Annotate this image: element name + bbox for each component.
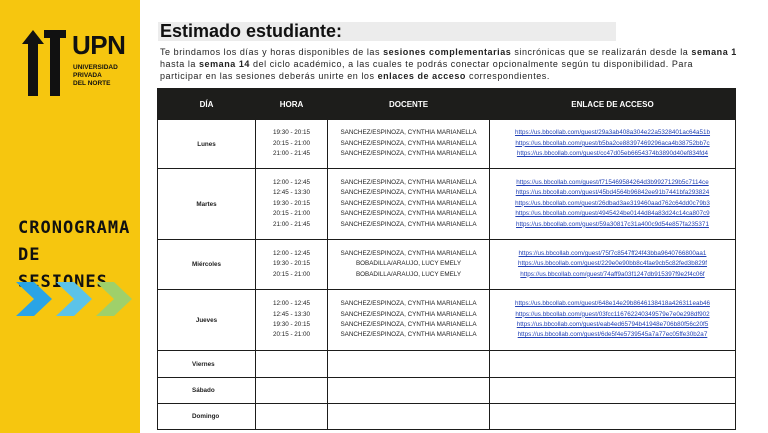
hour-cell	[256, 290, 328, 351]
hour-line: 21:00 - 21:45	[272, 150, 311, 158]
chevron-arrows-icon	[16, 282, 138, 316]
header-dia: DÍA	[158, 89, 256, 120]
page-title: Estimado estudiante:	[160, 21, 343, 41]
access-link[interactable]: https://us.bbcollab.com/guest/75f7c8547ff24f43bba9640766800aa1	[518, 249, 707, 257]
teacher-line: SANCHEZ/ESPINOZA, CYNTHIA MARIANELLA	[340, 300, 477, 308]
schedule-table	[157, 88, 736, 430]
day-cell: Martes	[158, 169, 256, 240]
header-hora: HORA	[256, 89, 328, 120]
hour-line: 12:45 - 13:30	[272, 310, 311, 318]
teacher-cell	[328, 351, 490, 378]
teacher-line: BOBADILLA/ARAUJO, LUCY EMELY	[355, 260, 462, 268]
header-enlace: ENLACE DE ACCESO	[490, 89, 736, 120]
teacher-line: SANCHEZ/ESPINOZA, CYNTHIA MARIANELLA	[340, 150, 477, 158]
hour-line: 12:00 - 12:45	[272, 178, 311, 186]
teacher-cell	[328, 120, 490, 169]
header-docente: DOCENTE	[328, 89, 490, 120]
hour-line: 20:15 - 21:00	[272, 270, 311, 278]
hour-cell	[256, 351, 328, 378]
teacher-cell	[328, 290, 490, 351]
upn-logo-mark-icon	[22, 30, 66, 96]
teacher-cell	[328, 378, 490, 404]
access-link[interactable]: https://us.bbcollab.com/guest/59a30817c31a400c9d54e857fa235371	[516, 220, 709, 228]
sidebar-title-line1: CRONOGRAMA	[18, 218, 131, 238]
access-link[interactable]: https://us.bbcollab.com/guest/74aff9a03f1247db915397f9e2f4c06f	[520, 270, 705, 278]
access-link[interactable]: https://us.bbcollab.com/guest/45bd4564b96842ee91b7441bfa293824	[515, 189, 710, 197]
link-cell	[490, 290, 736, 351]
hour-line: 20:15 - 21:00	[272, 139, 311, 147]
day-cell: Miércoles	[158, 240, 256, 290]
teacher-line: SANCHEZ/ESPINOZA, CYNTHIA MARIANELLA	[340, 310, 477, 318]
teacher-line: SANCHEZ/ESPINOZA, CYNTHIA MARIANELLA	[340, 129, 477, 137]
link-cell	[490, 240, 736, 290]
teacher-cell	[328, 404, 490, 430]
access-link[interactable]: https://us.bbcollab.com/guest/f715469584264d3b9927129b5c7114ce	[516, 178, 709, 186]
day-cell: Viernes	[158, 351, 256, 378]
link-cell	[490, 120, 736, 169]
hour-cell	[256, 169, 328, 240]
logo-subtitle: UNIVERSIDAD PRIVADA DEL NORTE	[73, 64, 118, 87]
hour-line: 12:45 - 13:30	[272, 189, 311, 197]
teacher-line: SANCHEZ/ESPINOZA, CYNTHIA MARIANELLA	[340, 210, 477, 218]
logo-text: UPN	[72, 30, 126, 60]
access-link[interactable]: https://us.bbcollab.com/guest/b5ba2ce88397469296aca4b38752bb7c	[515, 139, 710, 147]
teacher-line: SANCHEZ/ESPINOZA, CYNTHIA MARIANELLA	[340, 178, 477, 186]
hour-line: 12:00 - 12:45	[272, 249, 311, 257]
table-row	[158, 378, 736, 404]
day-cell: Jueves	[158, 290, 256, 351]
teacher-line: SANCHEZ/ESPINOZA, CYNTHIA MARIANELLA	[340, 321, 477, 328]
access-link[interactable]: https://us.bbcollab.com/guest/6de5f4e5739545a7a77ec05ffe30b2a7	[517, 331, 708, 339]
hour-line: 21:00 - 21:45	[272, 220, 311, 228]
teacher-line: SANCHEZ/ESPINOZA, CYNTHIA MARIANELLA	[340, 331, 477, 339]
table-header-row	[158, 89, 736, 120]
access-link[interactable]: https://us.bbcollab.com/guest/648e14e29b8646138418a426311eab46	[515, 300, 710, 308]
teacher-line: BOBADILLA/ARAUJO, LUCY EMELY	[355, 270, 462, 278]
teacher-line: SANCHEZ/ESPINOZA, CYNTHIA MARIANELLA	[340, 199, 477, 207]
hour-line: 19:30 - 20:15	[272, 321, 311, 328]
hour-line: 12:00 - 12:45	[272, 300, 311, 308]
teacher-line: SANCHEZ/ESPINOZA, CYNTHIA MARIANELLA	[340, 220, 477, 228]
upn-logo	[22, 30, 132, 100]
sidebar-title-line2: DE	[18, 245, 41, 265]
hour-line: 19:30 - 20:15	[272, 199, 311, 207]
link-cell	[490, 351, 736, 378]
table-row	[158, 290, 736, 351]
hour-line: 19:30 - 20:15	[272, 260, 311, 268]
teacher-line: SANCHEZ/ESPINOZA, CYNTHIA MARIANELLA	[340, 139, 477, 147]
hour-cell	[256, 120, 328, 169]
day-cell: Sábado	[158, 378, 256, 404]
teacher-cell	[328, 240, 490, 290]
table-row	[158, 169, 736, 240]
hour-line: 20:15 - 21:00	[272, 210, 311, 218]
access-link[interactable]: https://us.bbcollab.com/guest/229e0e90bb8c4fae9cb5c82fed3b829f	[517, 260, 708, 268]
table-row	[158, 120, 736, 169]
teacher-line: SANCHEZ/ESPINOZA, CYNTHIA MARIANELLA	[340, 189, 477, 197]
hour-cell	[256, 378, 328, 404]
access-link[interactable]: https://us.bbcollab.com/guest/26dbad3ae319460aad762c64dd0c79b3	[515, 199, 710, 207]
table-row	[158, 404, 736, 430]
teacher-cell	[328, 169, 490, 240]
link-cell	[490, 169, 736, 240]
table-row	[158, 240, 736, 290]
day-cell: Domingo	[158, 404, 256, 430]
hour-cell	[256, 404, 328, 430]
access-link[interactable]: https://us.bbcollab.com/guest/4945424be0144d84a83d24c14ca807c9	[515, 210, 710, 218]
access-link[interactable]: https://us.bbcollab.com/guest/cc47d05eb6654374b3890d40ef834fd4	[516, 150, 709, 158]
table-row	[158, 351, 736, 378]
teacher-line: SANCHEZ/ESPINOZA, CYNTHIA MARIANELLA	[340, 249, 477, 257]
day-cell: Lunes	[158, 120, 256, 169]
access-link[interactable]: https://us.bbcollab.com/guest/eab4ed65794b41948e706b80f56c20f5	[516, 321, 709, 328]
left-panel	[0, 0, 140, 433]
hour-cell	[256, 240, 328, 290]
intro-text: Te brindamos los días y horas disponibles de las sesiones complementarias sincrónicas que se realizarán desde la semana 1 hasta la semana 14 del ciclo académico, a las cuales te podrás conectar opcionalmente según tu disponibilidad. Para participar en las sesiones deberás unirte en los enlaces de acceso correspondientes.	[160, 47, 737, 81]
schedule-body	[158, 120, 736, 430]
hour-line: 20:15 - 21:00	[272, 331, 311, 339]
access-link[interactable]: https://us.bbcollab.com/guest/29a3ab408a304e22a5328401ac64a51b	[514, 129, 711, 137]
hour-line: 19:30 - 20:15	[272, 129, 311, 137]
link-cell	[490, 378, 736, 404]
link-cell	[490, 404, 736, 430]
access-link[interactable]: https://us.bbcollab.com/guest/03fcc116762240349579e7e0e298df902	[515, 310, 710, 318]
